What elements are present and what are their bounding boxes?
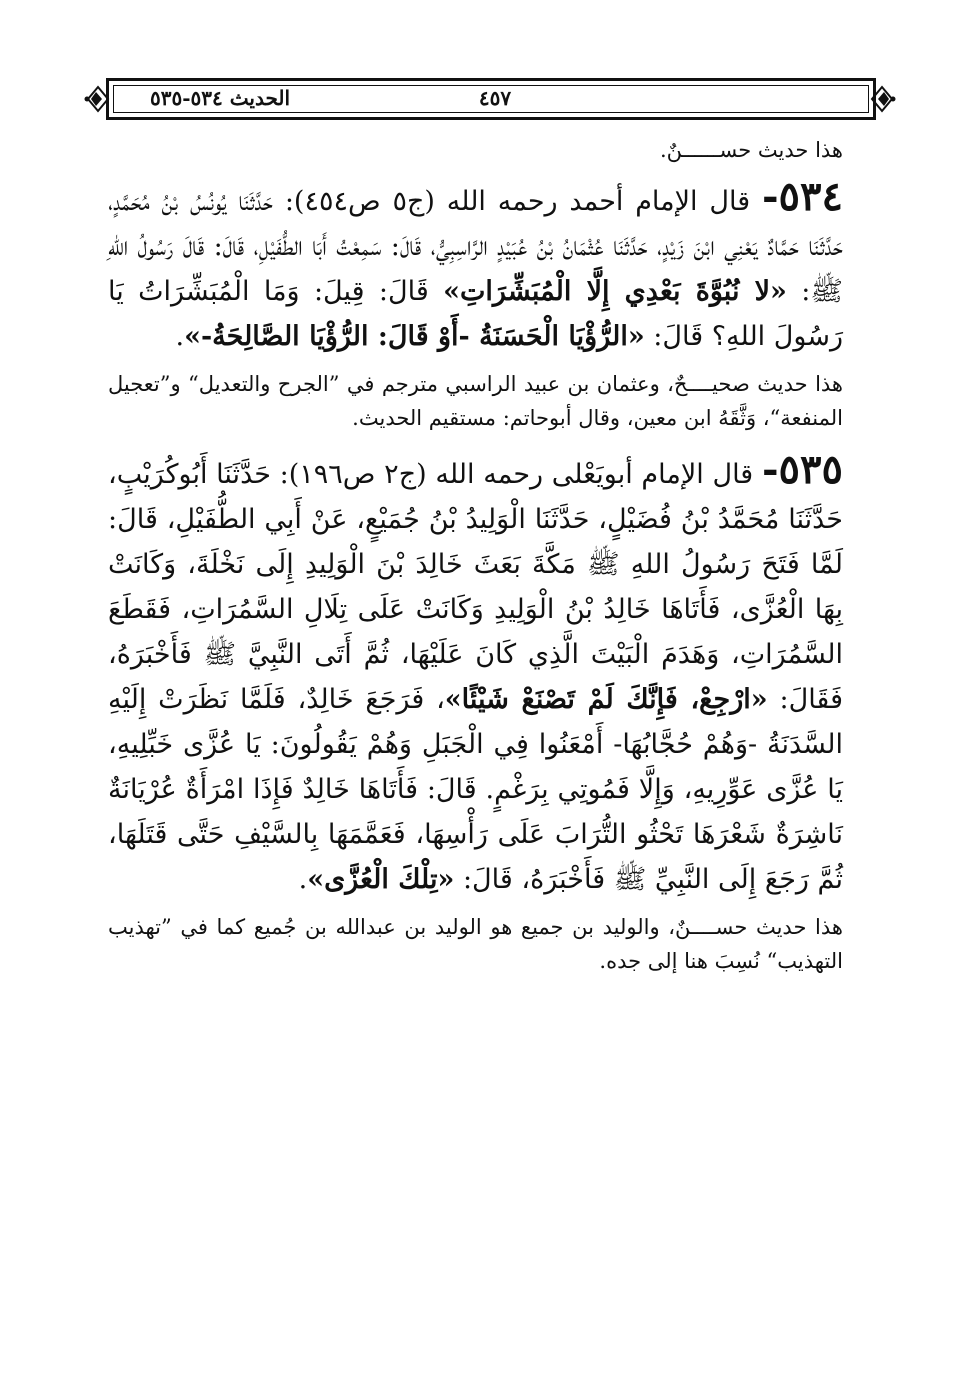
hadith-text: .	[298, 864, 308, 895]
hadith-text: قال الإمام أبويَعْلى رحمه الله (ج٢ ص١٩٦): حَدَّثَنَا أَبُوكُرَيْبٍ، حَدَّثَنَا مُحَمَّدُ بْنُ فُضَيْلٍ، حَدَّثَنَا الْوَلِيدُ بْنُ جُمَيْعٍ، عَنْ أَبِي الطُّفَيْلِ، قَالَ: لَمَّا فَتَحَ رَسُولُ اللهِ ﷺ مَكَّةَ بَعَثَ خَالِدَ بْنَ الْوَلِيدِ إِلَى نَخْلَةَ، وَكَانَتْ بِهَا الْعُزَّى، فَأَتَاهَا خَالِدُ بْنُ الْوَلِيدِ وَكَانَتْ عَلَى تِلَالِ السَّمُرَاتِ، فَقَطَعَ السَّمُرَاتِ، وَهَدَمَ الْبَيْتَ الَّذِي كَانَ عَلَيْهَا، ثُمَّ أَتَى النَّبِيَّ ﷺ فَأَخْبَرَهُ، فَقَالَ:	[108, 459, 843, 715]
hadith-text: قال الإمام أحمد رحمه الله (ج٥ ص٤٥٤): حَدَّثَنَا يُونُسُ بْنُ مُحَمَّدٍ، حَدَّثَنَا حَمَّادٌ يَعْنِي ابْنَ زَيْدٍ، حَدَّثَنَا عُثْمَانُ بْنُ عُبَيْدٍ الرَّاسِبِيُّ، قَالَ: سَمِعْتُ أَبَا الطُّفَيْلِ، قَالَ: قَالَ رَسُولُ اللهِ ﷺ:	[108, 186, 844, 307]
hadith-number: ٥٣٤-	[761, 173, 843, 220]
hadith-number: ٥٣٥-	[761, 446, 843, 493]
hadith-534-commentary: هذا حديث صحيــــحٌ، وعثمان بن عبيد الراسبي مترجم في ”الجرح والتعديل“ و”تعجيل المنفعة“، وَثَّقَهُ ابن معين، وقال أبوحاتم: مستقيم الحديث.	[108, 372, 843, 430]
hadith-535-commentary: هذا حديث حســــنٌ، والوليد بن جميع هو الوليد بن عبدالله بن جُميع كما في ”تهذيب التهذيب“ نُسِبَ هنا إلى جده.	[108, 915, 843, 973]
hadith-534	[108, 174, 843, 359]
prophetic-quote: «ارْجِعْ، فَإِنَّكَ لَمْ تَصْنَعْ شَيْئًا»	[444, 684, 768, 715]
prophetic-quote: «لا نُبُوَّةَ بَعْدِي إِلَّا الْمُبَشِّرَاتِ»	[443, 276, 787, 307]
page-content	[108, 132, 843, 990]
page-number: ٤٥٧	[478, 86, 512, 110]
hadith-text: ، فَرَجَعَ خَالِدٌ، فَلَمَّا نَظَرَتْ إِلَيْهِ السَّدَنَةُ -وَهُمْ حُجَّابُهَا- أَمْعَنُوا فِي الْجَبَلِ وَهُمْ يَقُولُونَ: يَا عُزَّى خَبِّلِيهِ، يَا عُزَّى عَوِّرِيهِ، وَإِلَّا فَمُوتِي بِرَغْمٍ. قَالَ: فَأَتَاهَا خَالِدٌ فَإِذَا امْرَأَةٌ عُرْيَانَةٌ نَاشِرَةٌ شَعْرَهَا تَحْثُو التُّرَابَ عَلَى رَأْسِهَا، فَعَمَّمَهَا بِالسَّيْفِ حَتَّى قَتَلَهَا، ثُمَّ رَجَعَ إِلَى النَّبِيِّ ﷺ فَأَخْبَرَهُ، قَالَ:	[108, 684, 843, 895]
running-title: الحديث ٥٣٤-٥٣٥	[150, 86, 291, 110]
hadith-text: قَالَ: قِيلَ: وَمَا الْمُبَشِّرَاتُ يَا رَسُولَ اللهِ؟ قَالَ:	[108, 276, 843, 352]
hadith-text: .	[175, 321, 185, 352]
hadith-grade-note: هذا حديث حســــــنٌ.	[659, 138, 843, 162]
hadith-535	[108, 447, 843, 902]
prophetic-quote: «الرُّؤْيَا الْحَسَنَةُ -أَوْ قَالَ: الرُّؤْيَا الصَّالِحَةُ-»	[184, 321, 645, 352]
prophetic-quote: «تِلْكَ الْعُزَّى»	[307, 864, 455, 895]
